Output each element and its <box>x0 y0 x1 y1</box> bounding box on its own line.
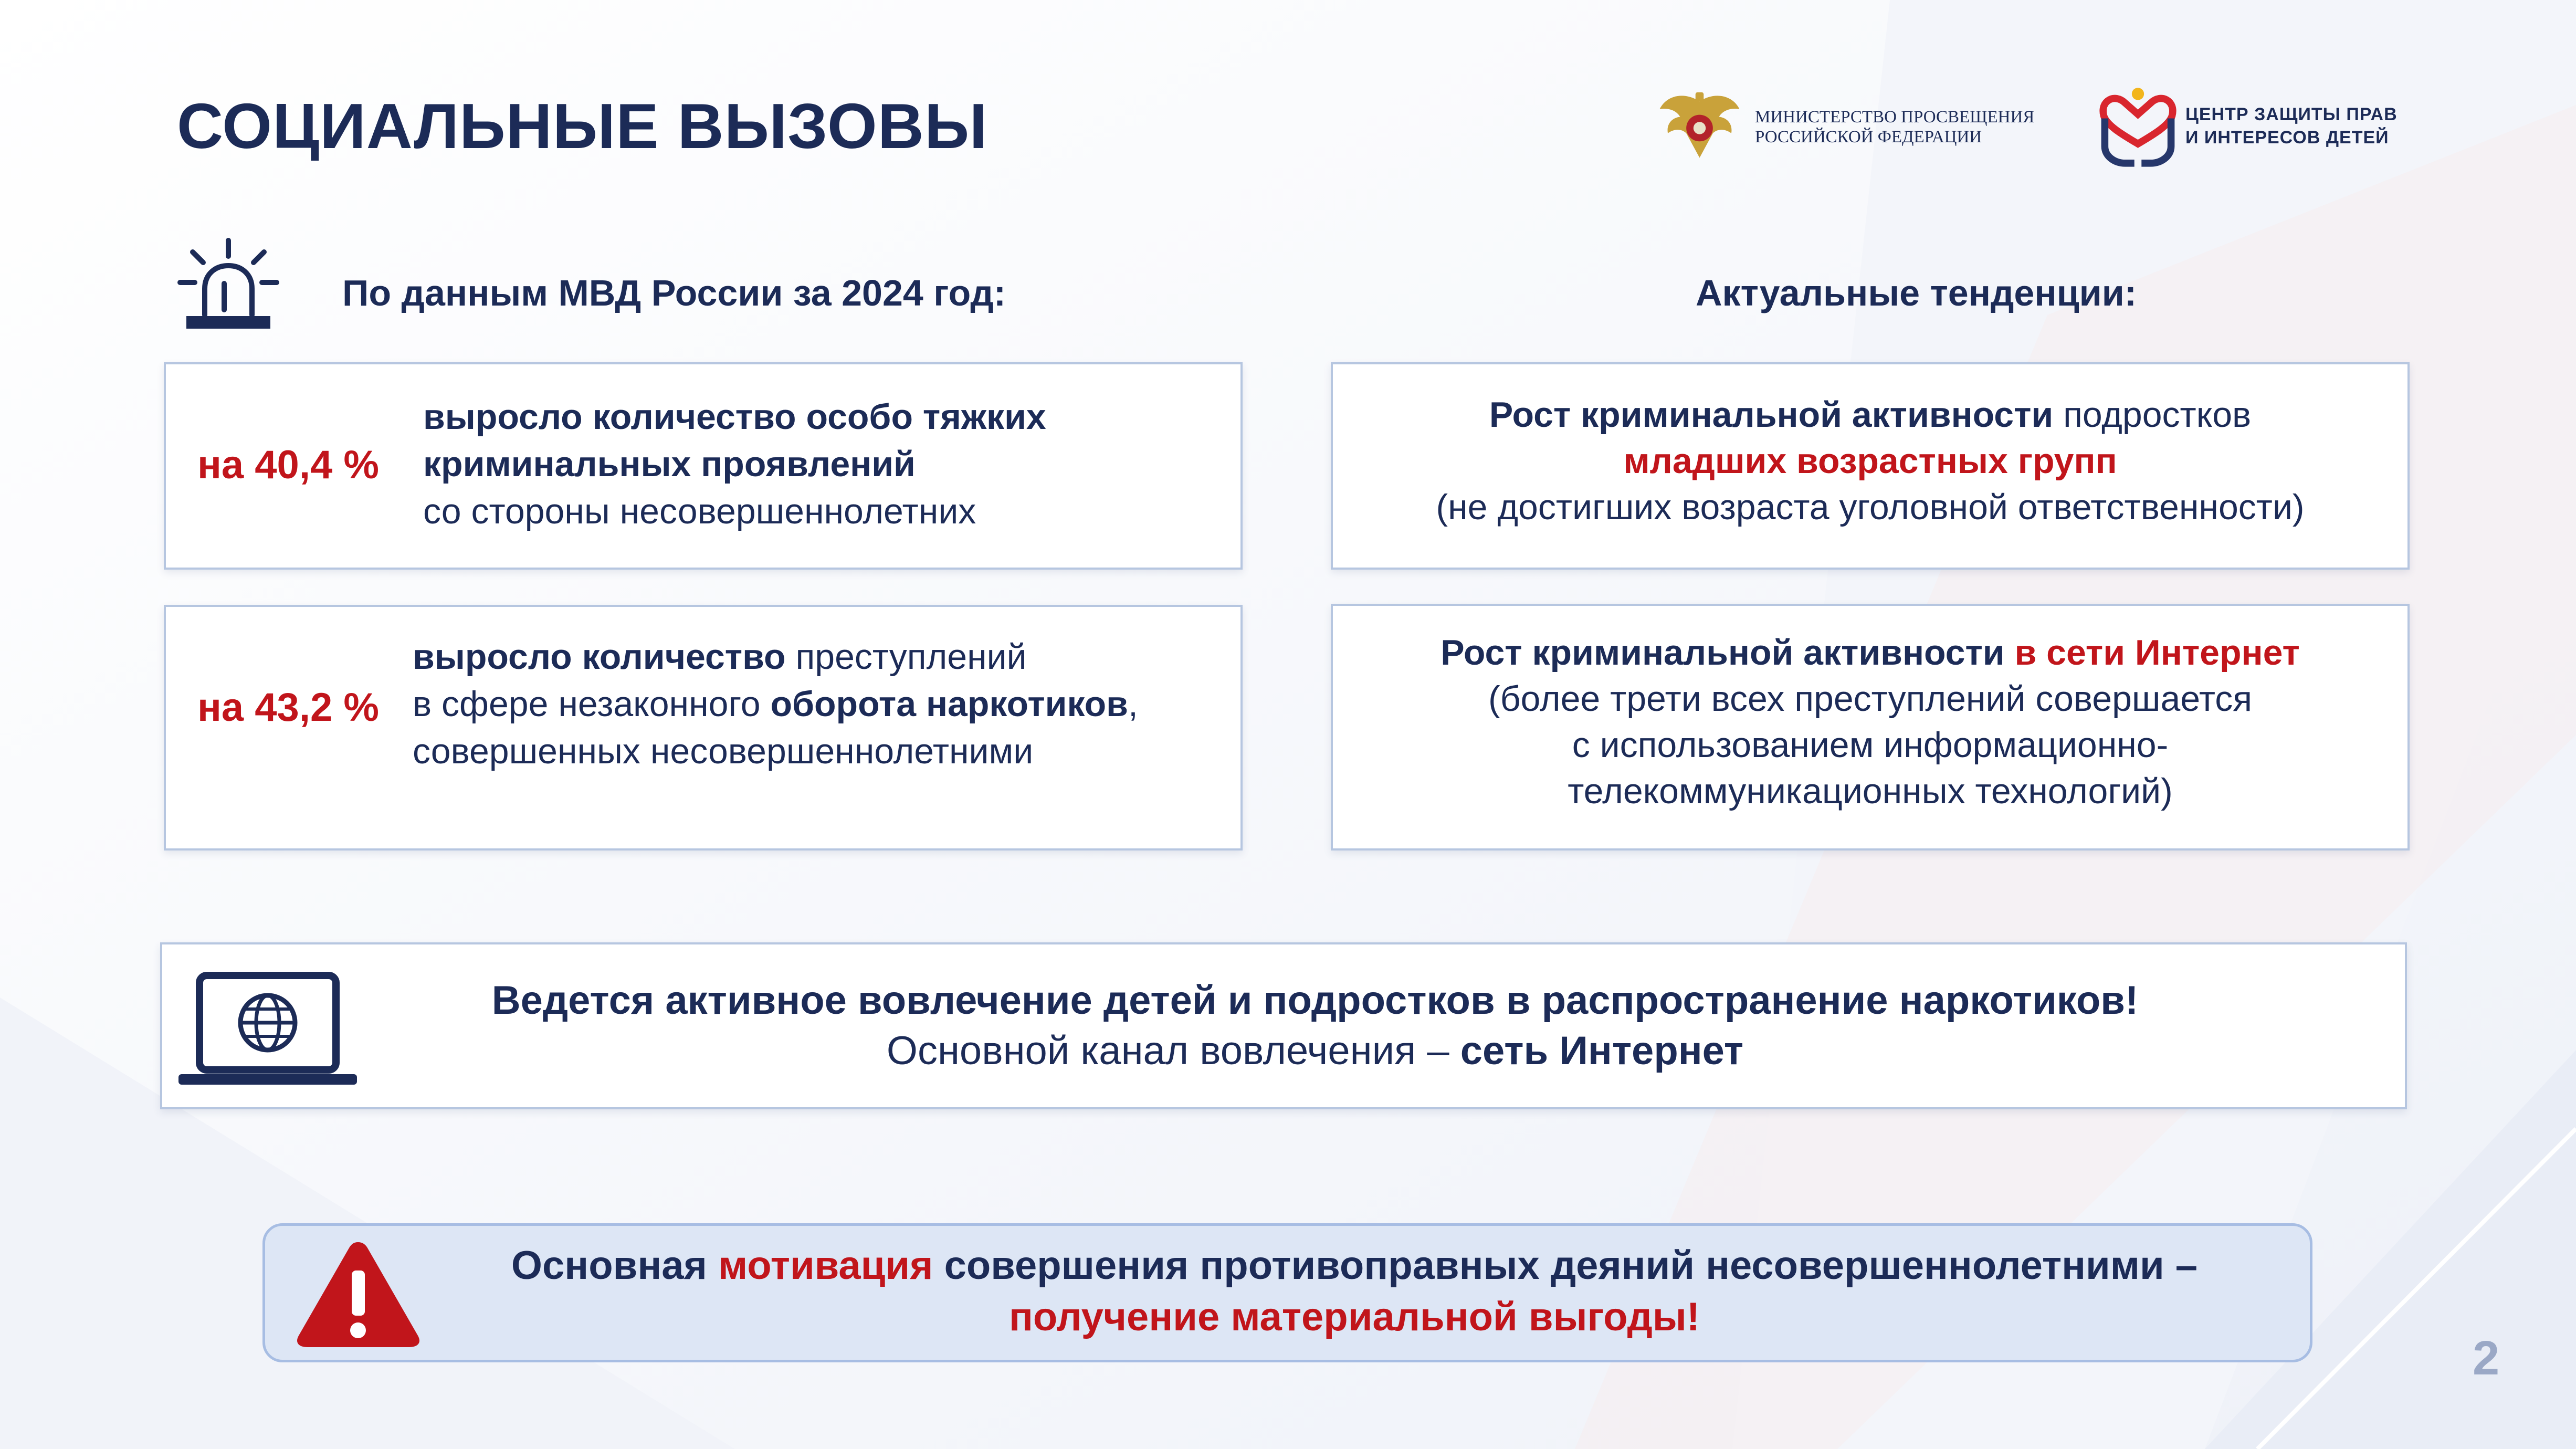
trend-note: (более трети всех преступлений совершается <box>1488 679 2253 719</box>
stat-line: выросло количество особо тяжких <box>423 397 1046 437</box>
trend-plain-text: подростков <box>2053 395 2252 435</box>
stat-text: преступлений <box>785 637 1027 677</box>
warning-text <box>409 1240 2299 1343</box>
center-name-line2: И ИНТЕРЕСОВ ДЕТЕЙ <box>2185 128 2389 148</box>
stat-bold-text: выросло количество <box>413 637 786 677</box>
involvement-headline: Ведется активное вовлечение детей и подростков в распространение наркотиков! <box>491 978 2139 1023</box>
involvement-channel: сеть Интернет <box>1460 1028 1744 1073</box>
involvement-channel-label: Основной канал вовлечения – <box>886 1028 1460 1073</box>
stat-line: совершенных несовершеннолетними <box>413 731 1034 771</box>
stat-line: со стороны несовершеннолетних <box>423 491 976 531</box>
coat-of-arms-icon <box>1648 85 1751 169</box>
trend-note: (не достигших возраста уголовной ответственности) <box>1436 487 2305 527</box>
siren-icon <box>176 236 281 336</box>
ministry-name-line2: РОССИЙСКОЙ ФЕДЕРАЦИИ <box>1755 128 1982 146</box>
trend-highlight: в сети Интернет <box>2004 633 2300 673</box>
center-logo <box>2095 81 2398 171</box>
warning-text-part: совершения противоправных деяний несовершеннолетними – <box>933 1243 2198 1288</box>
right-section-heading: Актуальные тенденции: <box>1696 272 2137 313</box>
left-section-heading: По данным МВД России за 2024 год: <box>342 272 1006 313</box>
stat-value: на 43,2 % <box>197 685 379 730</box>
ministry-name-line1: МИНИСТЕРСТВО ПРОСВЕЩЕНИЯ <box>1755 108 2035 127</box>
trend-text <box>1333 629 2407 814</box>
stat-card-1 <box>164 362 1243 570</box>
warning-triangle-icon <box>294 1238 423 1349</box>
trend-bold-text: Рост криминальной активности <box>1489 395 2054 435</box>
trend-card-2 <box>1331 604 2410 850</box>
trend-text <box>1333 392 2407 530</box>
trend-note: с использованием информационно- <box>1572 725 2169 765</box>
trend-bold-text: Рост криминальной активности <box>1441 633 2005 673</box>
stat-text: , <box>1128 684 1138 724</box>
involvement-text <box>315 975 2315 1076</box>
warning-text-part: Основная <box>511 1243 718 1288</box>
stat-description <box>413 633 1138 775</box>
trend-card-1 <box>1331 362 2410 570</box>
hands-heart-icon <box>2095 81 2181 171</box>
slide-title: СОЦИАЛЬНЫЕ ВЫЗОВЫ <box>177 90 988 162</box>
page-number: 2 <box>2473 1331 2500 1385</box>
stat-value: на 40,4 % <box>197 443 379 487</box>
warning-conclusion: получение материальной выгоды! <box>1008 1295 1700 1339</box>
stat-text: в сфере незаконного <box>413 684 771 724</box>
stat-card-2 <box>164 605 1243 850</box>
trend-highlight: младших возрастных групп <box>1623 441 2117 481</box>
stat-bold-text: оборота наркотиков <box>770 684 1128 724</box>
stat-description <box>423 393 1046 535</box>
stat-line: криминальных проявлений <box>423 444 916 484</box>
warning-highlight: мотивация <box>718 1243 933 1288</box>
ministry-logo <box>1648 85 2034 169</box>
trend-note: телекоммуникационных технологий) <box>1568 771 2173 811</box>
center-name-line1: ЦЕНТР ЗАЩИТЫ ПРАВ <box>2185 104 2398 124</box>
